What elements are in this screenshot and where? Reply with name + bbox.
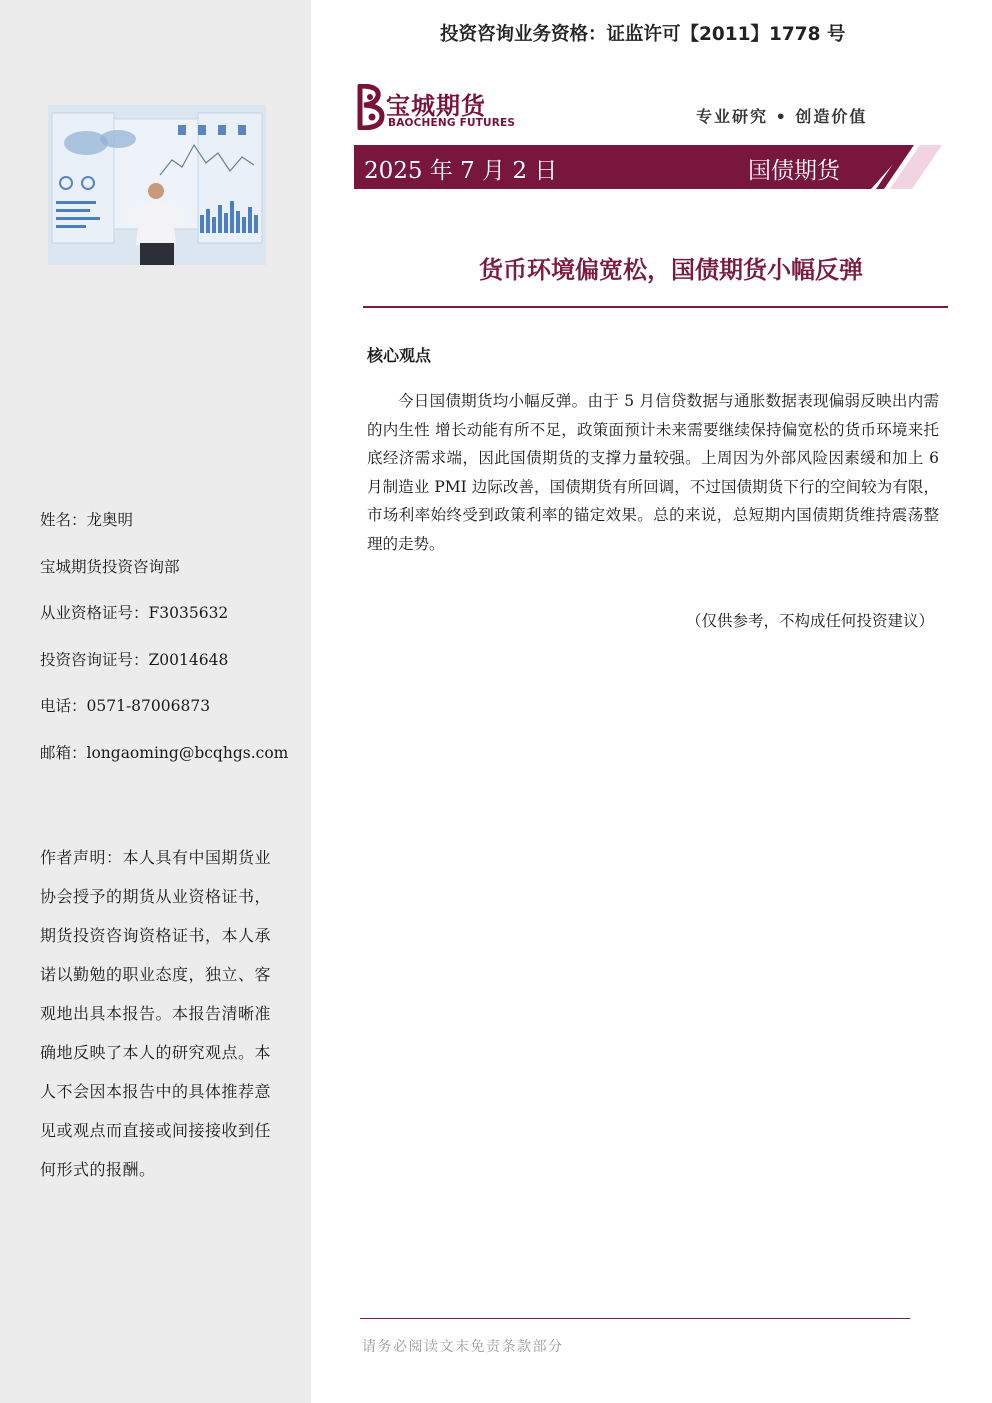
footer-divider [360,1318,910,1319]
author-declaration: 作者声明：本人具有中国期货业协会授予的期货从业资格证书，期货投资咨询资格证书，本人承诺以勤勉的职业态度，独立、客观地出具本报告。本报告清晰准确地反映了本人的研究观点。本人不会因本报告中的具体推荐意见或观点而直接或间接接收到任何形式的报酬。 [40,848,272,1179]
footer-notice: 请务必阅读文末免责条款部分 [362,1339,564,1355]
sidebar [0,0,311,1403]
license-text: 投资咨询业务资格：证监许可【2011】1778 号 [440,24,846,45]
reference-disclaimer: （仅供参考，不构成任何投资建议） [685,612,934,630]
report-title: 货币环境偏宽松，国债期货小幅反弹 [479,256,863,284]
report-date: 2025 年 7 月 2 日 [364,158,558,184]
section-heading: 核心观点 [367,346,432,365]
author-name: 姓名：龙奥明 [40,511,134,529]
company-logo [356,84,526,132]
logo-chinese-name: 宝城期货 [386,91,486,120]
banner-stripes-decoration [862,145,942,189]
author-email[interactable]: 邮箱：longaoming@bcqhgs.com [40,743,289,762]
author-phone: 电话：0571-87006873 [40,697,211,715]
author-qualification-id: 从业资格证号：F3035632 [40,604,229,622]
logo-english-name: BAOCHENG FUTURES [388,117,516,129]
author-department: 宝城期货投资咨询部 [40,557,180,576]
report-category: 国债期货 [748,158,840,184]
slogan: 专业研究 • 创造价值 [696,107,868,126]
analyst-screens-illustration [48,105,266,265]
cover-image [48,105,266,265]
body-paragraph: 今日国债期货均小幅反弹。由于 5 月信贷数据与通胀数据表现偏弱反映出内需的内生性 增长动能有所不足，政策面预计未来需要继续保持偏宽松的货币环境来托底经济需求端，因此国债期货的支撑力量较强。上周因为外部风险因素缓和加上 6 月制造业 PMI 边际改善，国债期货有所回调，不过国债期货下行的空间较为有限，市场利率始终受到政策利率的锚定效果。总的来说，总短期内国债期货维持震荡整理的走势。 [367,392,939,553]
title-divider [363,306,948,308]
author-info [40,510,300,789]
author-consulting-id: 投资咨询证号：Z0014648 [40,650,229,669]
baocheng-b-logo-icon [356,84,386,130]
